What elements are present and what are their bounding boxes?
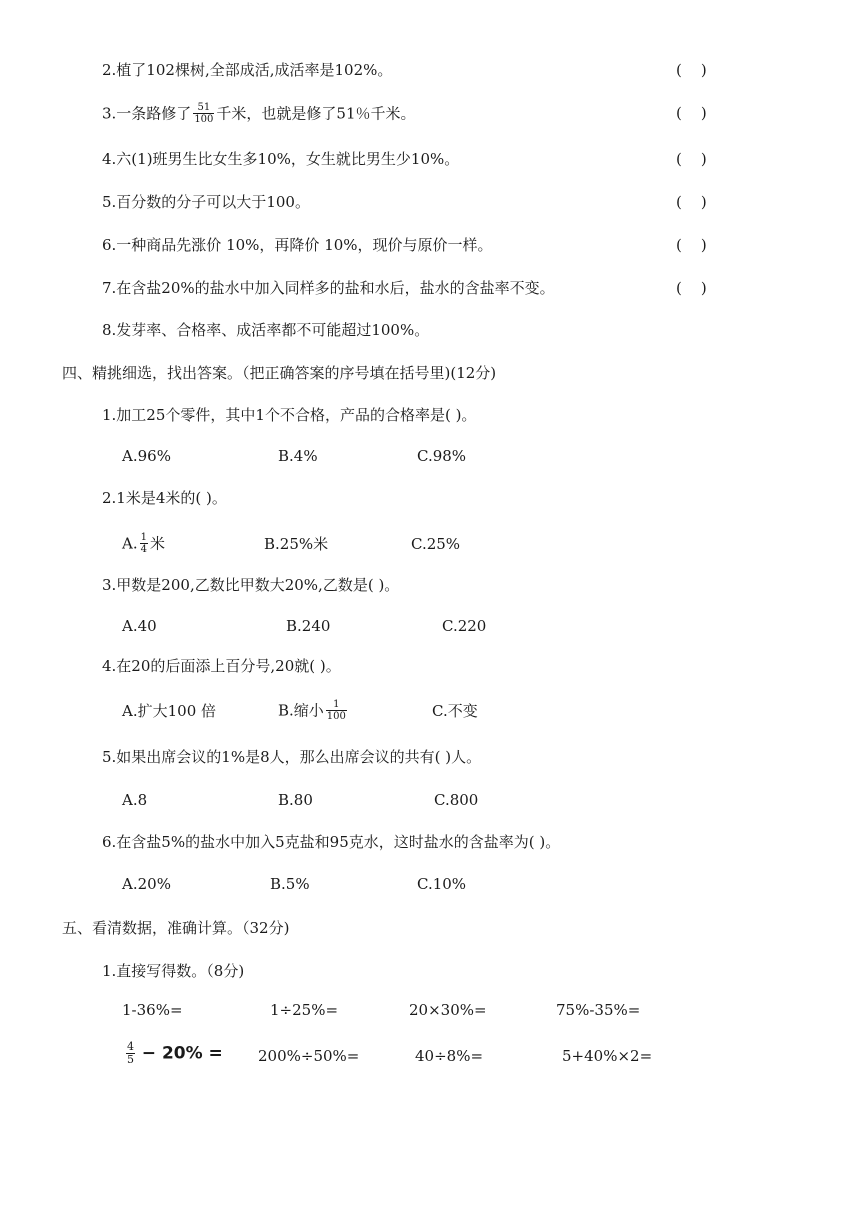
judge-item-8: 8.发芽率、合格率、成活率都不可能超过100%。 (102, 321, 430, 339)
judge-item-3-pre: 3.一条路修了 (102, 104, 192, 123)
q1-option-a[interactable]: A.96% (122, 447, 171, 465)
judge-item-3-post: 千米，也就是修了51％千米。 (216, 104, 416, 123)
judge-item-4: 4.六(1)班男生比女生多10%，女生就比男生少10%。 (102, 150, 460, 168)
q4-option-a[interactable]: A.扩大100 倍 (122, 702, 216, 720)
calc-2-1: $\frac{4}{5}$ − 20% = (127, 1040, 223, 1066)
section-5-heading: 五、看清数据，准确计算。（32分) (62, 919, 290, 937)
calc-1-1: 1-36%= (122, 1001, 183, 1019)
q2-option-b[interactable]: B.25%米 (264, 535, 329, 553)
section-4-heading: 四、精挑细选，找出答案。（把正确答案的序号填在括号里)(12分) (62, 364, 497, 382)
calc-1-3: 20×30%= (409, 1001, 487, 1019)
answer-paren-5[interactable]: ( ) (676, 193, 707, 211)
judge-item-7: 7.在含盐20%的盐水中加入同样多的盐和水后，盐水的含盐率不变。 (102, 279, 555, 297)
calc-1-2: 1÷25%= (270, 1001, 339, 1019)
fraction-4-5: $\frac{4}{5}$ (127, 1040, 134, 1066)
fraction-1-4: $\frac{1}{4}$ (140, 532, 147, 555)
answer-paren-3[interactable]: ( ) (676, 104, 707, 122)
calc-2-4: 5+40%×2= (562, 1047, 653, 1065)
answer-paren-7[interactable]: ( ) (676, 279, 707, 297)
q5-option-b[interactable]: B.80 (278, 791, 313, 809)
question-4-4: 4.在20的后面添上百分号,20就( )。 (102, 657, 341, 675)
q1-option-b[interactable]: B.4% (278, 447, 318, 465)
judge-item-6: 6.一种商品先涨价 10%，再降价 10%，现价与原价一样。 (102, 236, 493, 254)
judge-item-5: 5.百分数的分子可以大于100。 (102, 193, 310, 211)
judge-item-3 (102, 103, 416, 126)
fraction-1-100: $\frac{1}{100}$ (326, 699, 346, 722)
q5-option-c[interactable]: C.800 (434, 791, 479, 809)
q3-option-b[interactable]: B.240 (286, 617, 331, 635)
q5-option-a[interactable]: A.8 (122, 791, 148, 809)
answer-paren-2[interactable]: ( ) (676, 61, 707, 79)
question-4-2: 2.1米是4米的( )。 (102, 489, 227, 507)
q1-option-c[interactable]: C.98% (417, 447, 467, 465)
q6-option-a[interactable]: A.20% (122, 875, 171, 893)
answer-paren-4[interactable]: ( ) (676, 150, 707, 168)
q4-option-c[interactable]: C.不变 (432, 702, 478, 720)
calc-2-3: 40÷8%= (415, 1047, 484, 1065)
q2-option-a[interactable]: A. $\frac{1}{4}$ 米 (122, 532, 165, 555)
q3-option-c[interactable]: C.220 (442, 617, 487, 635)
q3-option-a[interactable]: A.40 (122, 617, 157, 635)
question-4-3: 3.甲数是200,乙数比甲数大20%,乙数是( )。 (102, 576, 400, 594)
fraction-51-100: $\frac{51}{100}$ (194, 102, 214, 125)
question-4-5: 5.如果出席会议的1%是8人，那么出席会议的共有( )人。 (102, 748, 482, 766)
q6-option-b[interactable]: B.5% (270, 875, 310, 893)
question-4-1: 1.加工25个零件，其中1个不合格，产品的合格率是( )。 (102, 406, 477, 424)
q4-option-b[interactable]: B.缩小 $\frac{1}{100}$ (278, 699, 346, 722)
calc-2-2: 200%÷50%= (258, 1047, 360, 1065)
subsection-5-1: 1.直接写得数。（8分) (102, 962, 245, 980)
calc-1-4: 75%-35%= (556, 1001, 641, 1019)
q6-option-c[interactable]: C.10% (417, 875, 467, 893)
answer-paren-6[interactable]: ( ) (676, 236, 707, 254)
judge-item-2: 2.植了102棵树,全部成活,成活率是102%。 (102, 61, 393, 79)
question-4-6: 6.在含盐5%的盐水中加入5克盐和95克水，这时盐水的含盐率为( )。 (102, 833, 561, 851)
q2-option-c[interactable]: C.25% (411, 535, 461, 553)
